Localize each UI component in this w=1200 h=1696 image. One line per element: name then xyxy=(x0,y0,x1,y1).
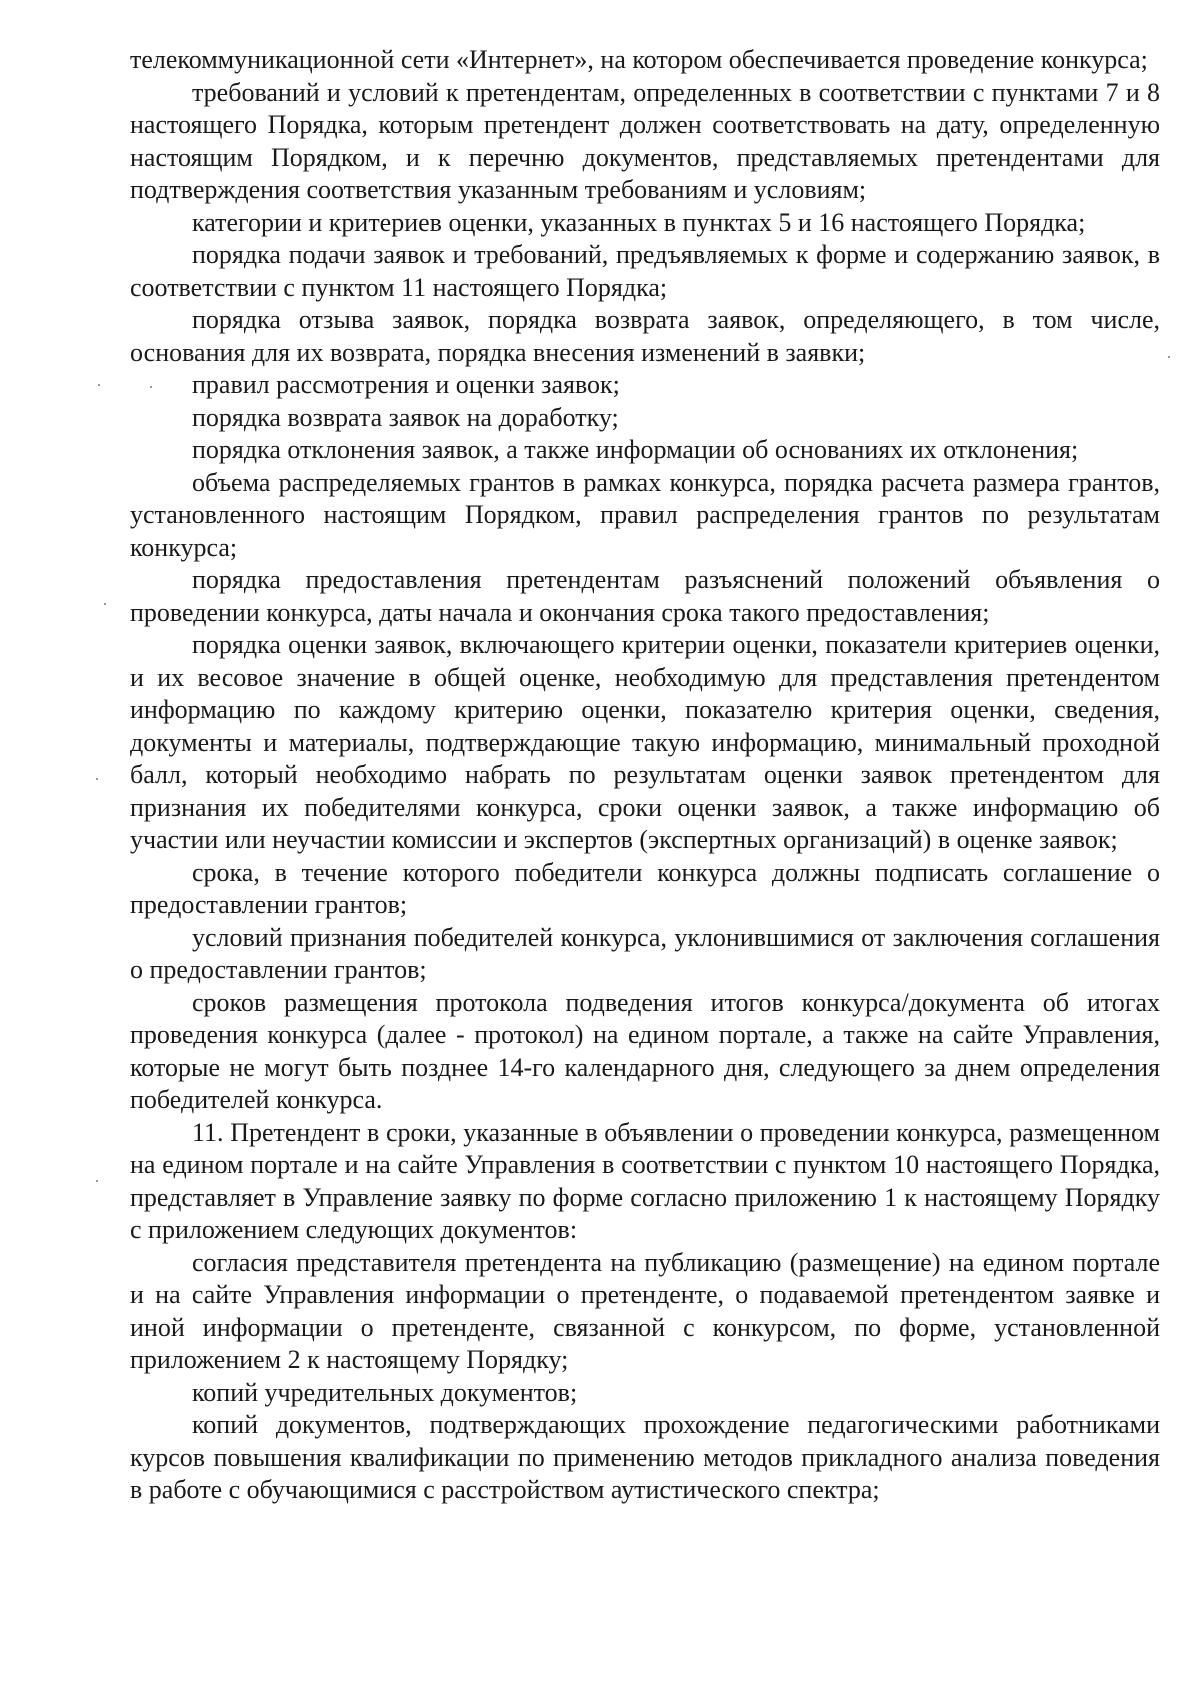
paragraph: телекоммуникационной сети «Интернет», на котором обеспечивается проведение конкурса; xyxy=(130,45,1148,74)
scan-speck xyxy=(1168,356,1170,358)
paragraph: правил рассмотрения и оценки заявок; xyxy=(192,370,620,399)
paragraph: требований и условий к претендентам, определенных в соответствии с пунктами 7 и 8 настоящего Порядка, которым претендент должен соответствовать на дату, определенную настоящим Порядком, и к перечню документов, представляемых претендентами для подтверждения соответствия указанным требованиям и условиям; xyxy=(130,77,1160,204)
paragraph: порядка отзыва заявок, порядка возврата заявок, определяющего, в том числе, основания для их возврата, порядка внесения изменений в заявки; xyxy=(130,305,1160,367)
paragraph: согласия представителя претендента на публикацию (размещение) на едином портале и на сайте Управления информации о претенденте, о подаваемой претендентом заявке и иной информации о претенденте, связанной с конкурсом, по форме, установленной приложением 2 к настоящему Порядку; xyxy=(130,1247,1160,1374)
document-body xyxy=(130,44,1160,1507)
scan-speck xyxy=(104,603,106,605)
paragraph: копий документов, подтверждающих прохождение педагогическими работниками курсов повышения квалификации по применению методов прикладного анализа поведения в работе с обучающимися с расстройством аутистического спектра; xyxy=(130,1410,1160,1504)
paragraph: 11. Претендент в сроки, указанные в объявлении о проведении конкурса, размещенном на едином портале и на сайте Управления в соответствии с пунктом 10 настоящего Порядка, представляет в Управление заявку по форме согласно приложению 1 к настоящему Порядку с приложением следующих документов: xyxy=(130,1117,1160,1244)
paragraph: сроков размещения протокола подведения итогов конкурса/документа об итогах проведения конкурса (далее - протокол) на едином портале, а также на сайте Управления, которые не могут быть позднее 14-го календарного дня, следующего за днем определения победителей конкурса. xyxy=(130,987,1160,1114)
paragraph: порядка отклонения заявок, а также информации об основаниях их отклонения; xyxy=(192,435,1079,464)
paragraph: условий признания победителей конкурса, уклонившимися от заключения соглашения о предоставлении грантов; xyxy=(130,922,1160,984)
scan-speck xyxy=(96,778,98,780)
scan-speck xyxy=(96,1180,98,1182)
paragraph: порядка возврата заявок на доработку; xyxy=(192,402,619,432)
paragraph: копий учредительных документов; xyxy=(192,1377,578,1407)
paragraph: порядка предоставления претендентам разъяснений положений объявления о проведении конкурса, даты начала и окончания срока такого предоставления; xyxy=(130,565,1160,627)
paragraph: порядка подачи заявок и требований, предъявляемых к форме и содержанию заявок, в соответствии с пунктом 11 настоящего Порядка; xyxy=(130,240,1160,302)
paragraph: порядка оценки заявок, включающего критерии оценки, показатели критериев оценки, и их весовое значение в общей оценке, необходимую для представления претендентом информацию по каждому критерию оценки, показателю критерия оценки, сведения, документы и материалы, подтверждающие такую информацию, минимальный проходной балл, который необходимо набрать по результатам оценки заявок претендентом для признания их победителями конкурса, сроки оценки заявок, а также информацию об участии или неучастии комиссии и экспертов (экспертных организаций) в оценке заявок; xyxy=(130,630,1160,854)
scan-speck xyxy=(98,384,100,386)
paragraph: объема распределяемых грантов в рамках конкурса, порядка расчета размера грантов, установленного настоящим Порядком, правил распределения грантов по результатам конкурса; xyxy=(130,467,1160,562)
paragraph: срока, в течение которого победители конкурса должны подписать соглашение о предоставлении грантов; xyxy=(130,857,1160,919)
paragraph: категории и критериев оценки, указанных в пунктах 5 и 16 настоящего Порядка; xyxy=(192,207,1086,237)
